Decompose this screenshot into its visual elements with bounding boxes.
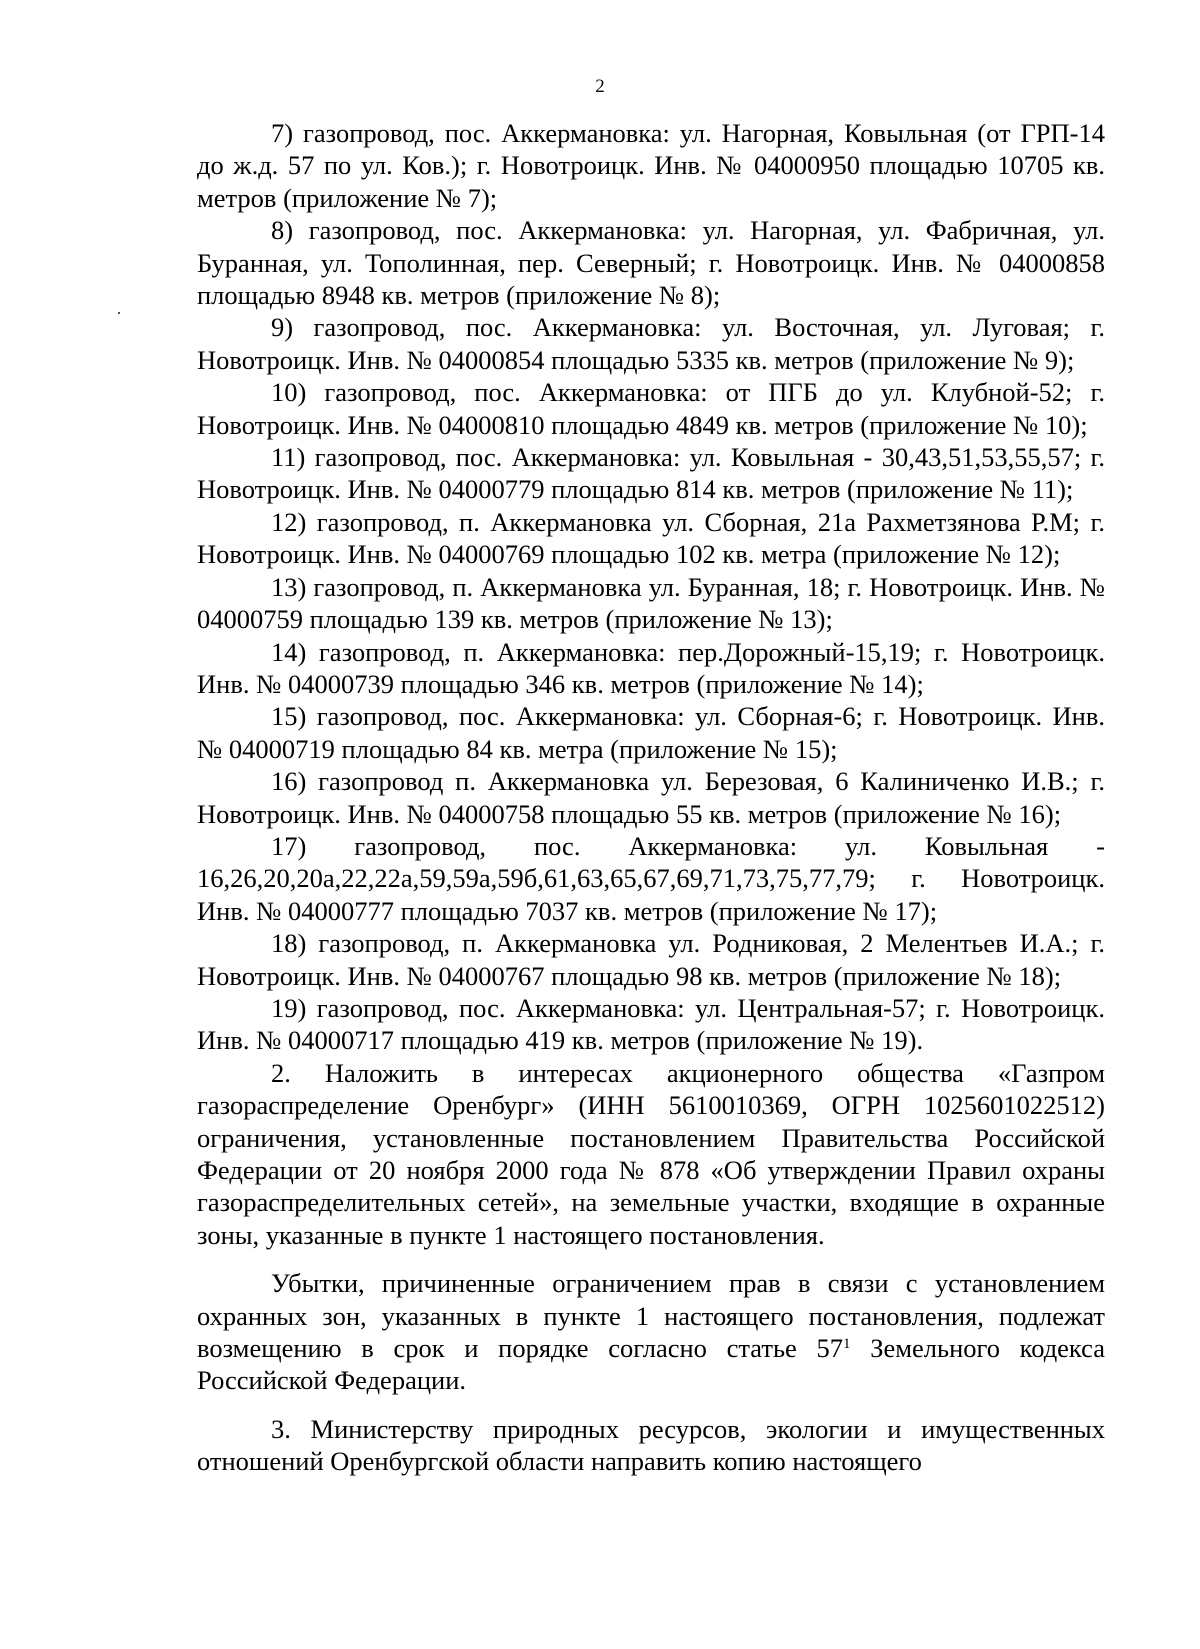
article-superscript: 1 — [843, 1336, 851, 1353]
scan-speck — [118, 312, 120, 314]
list-item: 9) газопровод, пос. Аккермановка: ул. Восточная, ул. Луговая; г. Новотроицк. Инв. № 04000854 площадью 5335 кв. метров (приложение № 9); — [197, 312, 1105, 375]
list-item: 17) газопровод, пос. Аккермановка: ул. Ковыльная - 16,26,20,20а,22,22а,59,59а,59б,61,63,65,67,69,71,73,75,77,79; г. Новотроицк. Инв. № 04000777 площадью 7037 кв. метров (приложение № 17); — [197, 830, 1105, 926]
list-item: 8) газопровод, пос. Аккермановка: ул. Нагорная, ул. Фабричная, ул. Буранная, ул. Тополинная, пер. Северный; г. Новотроицк. Инв. № 04000858 площадью 8948 кв. метров (приложение № 8); — [197, 215, 1105, 311]
losses-paragraph — [197, 1267, 1105, 1397]
list-item: 19) газопровод, пос. Аккермановка: ул. Центральная-57; г. Новотроицк. Инв. № 04000717 площадью 419 кв. метров (приложение № 19). — [197, 992, 1105, 1056]
list-item: 14) газопровод, п. Аккермановка: пер.Дорожный-15,19; г. Новотроицк. Инв. № 04000739 площадью 346 кв. метров (приложение № 14); — [197, 636, 1105, 699]
list-item: 11) газопровод, пос. Аккермановка: ул. Ковыльная - 30,43,51,53,55,57; г. Новотроицк. Инв. № 04000779 площадью 814 кв. метров (приложение № 11); — [197, 442, 1105, 505]
page-number: 2 — [595, 76, 605, 97]
list-item: 15) газопровод, пос. Аккермановка: ул. Сборная-6; г. Новотроицк. Инв. № 04000719 площадью 84 кв. метра (приложение № 15); — [197, 701, 1105, 764]
list-item: 16) газопровод п. Аккермановка ул. Березовая, 6 Калиниченко И.В.; г. Новотроицк. Инв. № 04000758 площадью 55 кв. метров (приложение № 16); — [197, 766, 1105, 829]
document-body — [197, 117, 1105, 1478]
clause-2-paragraph: 2. Наложить в интересах акционерного общества «Газпром газораспределение Оренбург» (ИНН 5610010369, ОГРН 1025601022512) ограничения, установленные постановлением Правительства Российской Федерации от 20 ноября 2000 года № 878 «Об утверждении Правил охраны газораспределительных сетей», на земельные участки, входящие в охранные зоны, указанные в пункте 1 настоящего постановления. — [197, 1057, 1105, 1250]
clause-3-paragraph: 3. Министерству природных ресурсов, экологии и имущественных отношений Оренбургской области направить копию настоящего — [197, 1413, 1105, 1477]
list-item: 7) газопровод, пос. Аккермановка: ул. Нагорная, Ковыльная (от ГРП-14 до ж.д. 57 по ул. Ков.); г. Новотроицк. Инв. № 04000950 площадью 10705 кв. метров (приложение № 7); — [197, 118, 1105, 213]
list-item: 13) газопровод, п. Аккермановка ул. Буранная, 18; г. Новотроицк. Инв. № 04000759 площадью 139 кв. метров (приложение № 13); — [197, 571, 1105, 635]
list-item: 18) газопровод, п. Аккермановка ул. Родниковая, 2 Мелентьев И.А.; г. Новотроицк. Инв. № 04000767 площадью 98 кв. метров (приложение № 18); — [197, 928, 1105, 991]
list-item: 12) газопровод, п. Аккермановка ул. Сборная, 21а Рахметзянова Р.М; г. Новотроицк. Инв. № 04000769 площадью 102 кв. метра (приложение № 12); — [197, 506, 1105, 570]
losses-text: Убытки, причиненные ограничением прав в связи с установлением охранных зон, указанных в пункте 1 настоящего постановления, подлежат возмещению в срок и порядке согласно статье 57 — [197, 1268, 1105, 1364]
list-item: 10) газопровод, пос. Аккермановка: от ПГБ до ул. Клубной-52; г. Новотроицк. Инв. № 04000810 площадью 4849 кв. метров (приложение № 10); — [197, 377, 1105, 440]
losses-text-end: Земельного кодекса Российской Федерации. — [197, 1333, 1105, 1396]
